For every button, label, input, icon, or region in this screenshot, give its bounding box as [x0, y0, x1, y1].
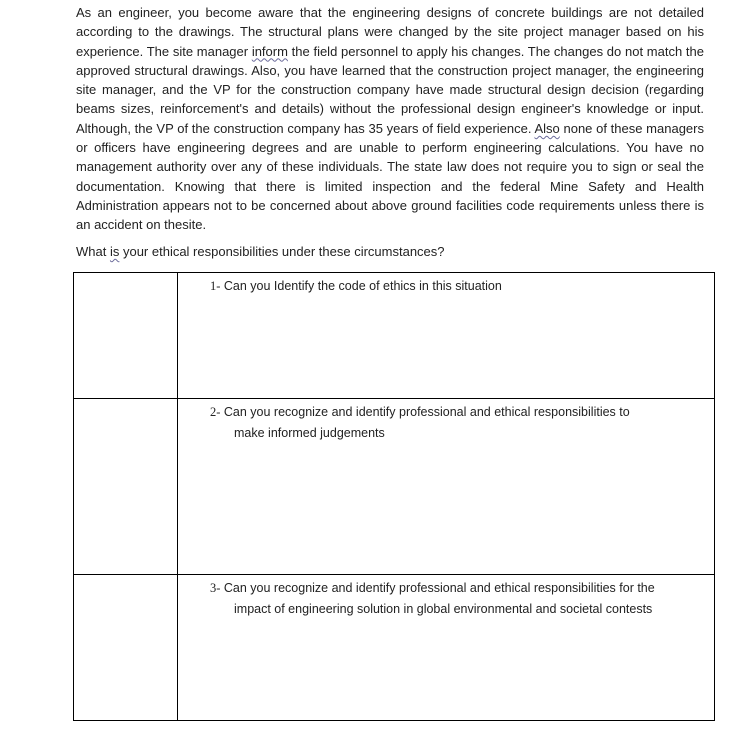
question-text	[210, 276, 714, 297]
question-prompt	[76, 243, 445, 261]
question-line-2: impact of engineering solution in global environmental and societal contests	[234, 602, 653, 616]
grammar-flag-also[interactable]: Also	[534, 120, 560, 136]
scenario-text-3: none of these managers or officers have engineering degrees and are unable to perform engineering calculations. You have no management authority over any of these individuals. The state law does not require you to sign or seal the documentation. Knowing that there is limited inspection and the federal Mine Safety and Health Administration appears not to be concerned about above ground facilities code requirements unless there is an accident on the	[76, 120, 704, 233]
question-line-1: Can you recognize and identify professional and ethical responsibilities for the	[220, 581, 655, 595]
table-row	[74, 399, 715, 575]
scenario-text-2: the field personnel to apply his changes. The changes do not match the approved structural drawings. Also, you have learned that the construction project manager, the engineering site manager, and the VP for the construction company have made structural design decision (regarding beams sizes, reinforcement's and details) without the professional design engineer's knowledge or input. Although, the VP of the construction company has 35 years of field experience.	[76, 43, 704, 136]
question-number: 3-	[210, 581, 221, 595]
grammar-flag-inform[interactable]: inform	[251, 43, 288, 59]
grammar-flag-is[interactable]: is	[109, 244, 120, 259]
question-number: 2-	[210, 405, 221, 419]
question-line-1: Can you Identify the code of ethics in this situation	[220, 279, 502, 293]
scenario-text-4: site.	[182, 217, 207, 233]
question-cell[interactable]	[178, 399, 715, 575]
answer-cell-left[interactable]	[74, 399, 178, 575]
question-text	[210, 578, 714, 620]
answer-cell-left[interactable]	[74, 575, 178, 721]
question-text	[210, 402, 714, 444]
question-cell[interactable]	[178, 575, 715, 721]
table-row	[74, 575, 715, 721]
question-cell[interactable]	[178, 273, 715, 399]
scenario-paragraph	[76, 3, 704, 235]
scenario-text-1: As an engineer, you become aware that the engineering designs of concrete buildings are not detailed according to the drawings. The structural plans were changed by the site project manager based on his experience. The site manager	[76, 5, 704, 59]
answer-cell-left[interactable]	[74, 273, 178, 399]
questions-table	[73, 272, 715, 721]
question-line-2: make informed judgements	[234, 426, 385, 440]
question-number: 1-	[210, 279, 221, 293]
question-line-1: Can you recognize and identify professional and ethical responsibilities to	[220, 405, 630, 419]
question-after: your ethical responsibilities under these circumstances?	[119, 244, 445, 259]
question-before: What	[76, 244, 110, 259]
table-row	[74, 273, 715, 399]
